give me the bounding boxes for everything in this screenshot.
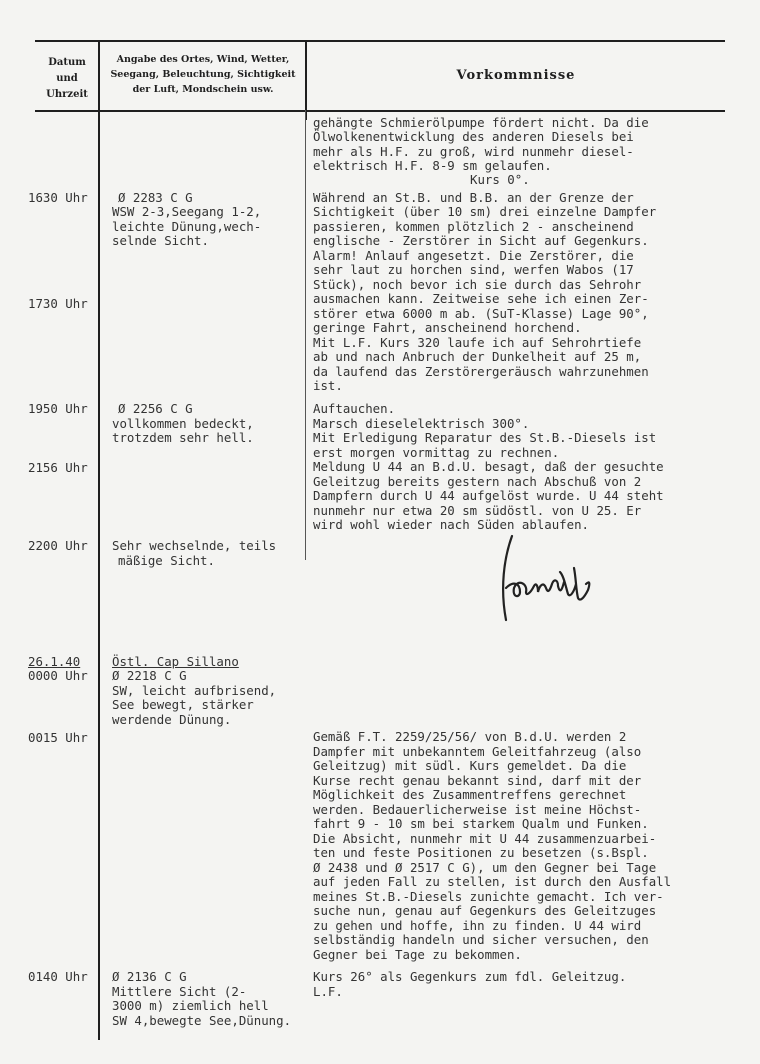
header-angabe: Angabe des Ortes, Wind, Wetter, Seegang, Beleuchtung, Sichtigkeit der Luft, Mondschein usw. [110,54,296,95]
event-line: Sichtigkeit (über 10 sm) drei einzelne Dampfer [313,204,657,219]
event-line: Gegner bei Tage zu bekommen. [313,947,522,962]
event-line: Meldung U 44 an B.d.U. besagt, daß der gesuchte [313,459,664,474]
entry-weather: SW, leicht aufbrisend, [112,683,277,698]
entry-time: 1630 Uhr [28,190,88,205]
entry-time: 2200 Uhr [28,538,88,553]
entry-weather: mäßige Sicht. [118,553,215,568]
event-line: Stück), noch bevor ich sie durch das Sehrohr [313,277,642,292]
event-line: Kurs 0°. [470,172,530,187]
event-line: Kurse recht genau bekannt sind, darf mit der [313,773,642,788]
entry-date: 26.1.40 [28,654,81,669]
event-line: zu gehen und hoffe, ihn zu finden. U 44 wird [313,918,642,933]
entry-weather: SW 4,bewegte See,Dünung. [112,1013,292,1028]
event-line: Gemäß F.T. 2259/25/56/ von B.d.U. werden 2 [313,729,627,744]
entry-weather: vollkommen bedeckt, [112,416,254,431]
entry-weather: Sehr wechselnde, teils [112,538,277,553]
event-line: ist. [313,378,343,393]
event-line: ab und nach Anbruch der Dunkelheit auf 25 m, [313,349,642,364]
entry-time: 2156 Uhr [28,460,88,475]
entry-position: Ø 2256 C G [118,401,193,416]
entry-time: 1730 Uhr [28,296,88,311]
event-line: auf jeden Fall zu stellen, ist durch den Ausfall [313,874,672,889]
event-line: Alarm! Anlauf angesetzt. Die Zerstörer, die [313,248,634,263]
event-line: elektrisch H.F. 8-9 sm gelaufen. [313,158,552,173]
event-line: Ø 2438 und Ø 2517 C G), um den Gegner bei Tage [313,860,657,875]
event-line: geringe Fahrt, anscheinend horchend. [313,320,582,335]
event-line: Marsch dieselelektrisch 300°. [313,416,530,431]
event-line: Die Absicht, nunmehr mit U 44 zusammenzuarbei- [313,831,657,846]
entry-weather: trotzdem sehr hell. [112,430,254,445]
event-line: fahrt 9 - 10 sm bei starkem Qualm und Funken. [313,816,649,831]
event-line: da laufend das Zerstörergeräusch wahrzunehmen [313,364,649,379]
entry-weather: leichte Dünung,wech- [112,219,262,234]
entry-weather: WSW 2-3,Seegang 1-2, [112,204,262,219]
column-divider-2-lower [305,110,306,560]
entry-weather: See bewegt, stärker [112,697,254,712]
event-line: gehängte Schmierölpumpe fördert nicht. Da die [313,115,649,130]
event-line: sehr laut zu horchen sind, werfen Wabos (17 [313,262,634,277]
event-line: ausmachen kann. Zeitweise sehe ich einen Zer- [313,291,649,306]
event-line: Geleitzug) mit südl. Kurs gemeldet. Da die [313,758,627,773]
entry-weather: Mittlere Sicht (2- [112,984,247,999]
event-line: störer etwa 6000 m ab. (SuT-Klasse) Lage 90°, [313,306,649,321]
entry-time: 0000 Uhr [28,668,88,683]
event-line: Mit Erledigung Reparatur des St.B.-Diesels ist [313,430,657,445]
event-line: Dampfer mit unbekanntem Geleitfahrzeug (also [313,744,642,759]
event-line: Möglichkeit des Zusammentreffens gerechnet [313,787,627,802]
event-line: L.F. [313,984,343,999]
event-line: Ölwolkenentwicklung des anderen Diesels bei [313,129,634,144]
header-vorkommnisse: Vorkommnisse [456,68,576,83]
entry-position: Östl. Cap Sillano [112,654,239,669]
event-line: erst morgen vormittag zu rechnen. [313,445,560,460]
header-top-rule [35,40,725,42]
entry-position: Ø 2283 C G [118,190,193,205]
event-line: werden. Bedauerlicherweise ist meine Höchst- [313,802,642,817]
header-bottom-rule [35,110,725,112]
entry-weather: selnde Sicht. [112,233,209,248]
event-line: Dampfern durch U 44 aufgelöst wurde. U 44 steht [313,488,664,503]
entry-time: 0015 Uhr [28,730,88,745]
header-datum: Datum und Uhrzeit [46,57,88,100]
column-divider-2 [305,40,307,120]
entry-time: 1950 Uhr [28,401,88,416]
event-line: Kurs 26° als Gegenkurs zum fdl. Geleitzug. [313,969,627,984]
event-line: Geleitzug bereits gestern nach Abschuß von 2 [313,474,642,489]
event-line: suche nun, genau auf Gegenkurs des Geleitzuges [313,903,657,918]
event-line: wird wohl wieder nach Süden ablaufen. [313,517,590,532]
event-line: selbständig handeln und sicher versuchen, den [313,932,649,947]
entry-weather: 3000 m) ziemlich hell [112,998,269,1013]
event-line: ten und feste Positionen zu besetzen (s.Bspl. [313,845,649,860]
event-line: passieren, kommen plötzlich 2 - anscheinend [313,219,634,234]
event-line: mehr als H.F. zu groß, wird nunmehr diesel- [313,144,634,159]
entry-weather: werdende Dünung. [112,712,232,727]
event-line: Auftauchen. [313,401,396,416]
event-line: Während an St.B. und B.B. an der Grenze der [313,190,634,205]
event-line: meines St.B.-Diesels zunichte gemacht. Ich ver- [313,889,664,904]
entry-position: Ø 2136 C G [112,969,187,984]
event-line: nunmehr nur etwa 20 sm südöstl. von U 25. Er [313,503,642,518]
entry-position: Ø 2218 C G [112,668,187,683]
entry-time: 0140 Uhr [28,969,88,984]
event-line: englische - Zerstörer in Sicht auf Gegenkurs. [313,233,649,248]
event-line: Mit L.F. Kurs 320 laufe ich auf Sehrohrtiefe [313,335,642,350]
signature [490,528,610,638]
